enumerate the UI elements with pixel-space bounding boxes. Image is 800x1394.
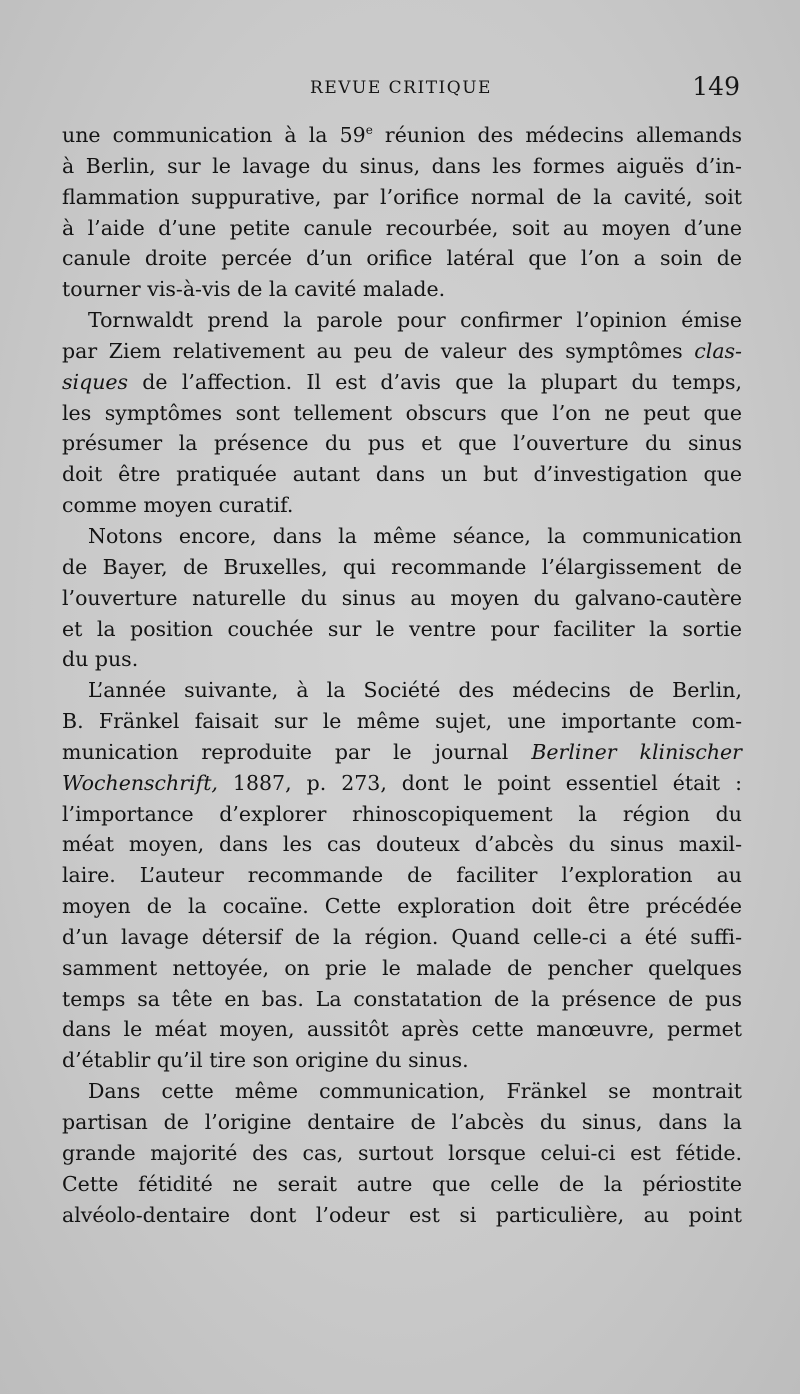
text-line bbox=[62, 768, 742, 799]
text-line bbox=[62, 428, 742, 459]
text-line bbox=[62, 737, 742, 768]
text-run: une communication à la 59 bbox=[62, 123, 366, 147]
text-line bbox=[62, 799, 742, 830]
text-line bbox=[62, 829, 742, 860]
text-line bbox=[62, 459, 742, 490]
text-line bbox=[62, 891, 742, 922]
text-line bbox=[62, 398, 742, 429]
text-run: doit être pratiquée autant dans un but d’investigation que bbox=[62, 462, 742, 487]
text-run: Tornwaldt prend la parole pour confirmer l’opinion émise bbox=[88, 308, 742, 333]
text-run: méat moyen, dans les cas douteux d’abcès du sinus maxil- bbox=[62, 832, 742, 857]
text-run: de Bayer, de Bruxelles, qui recommande l’élargissement de bbox=[62, 554, 742, 579]
text-line bbox=[62, 675, 742, 706]
text-line bbox=[62, 583, 742, 614]
text-line bbox=[62, 1200, 742, 1231]
text-run: L’année suivante, à la Société des médecins de Berlin, bbox=[88, 678, 742, 703]
text-line bbox=[62, 860, 742, 891]
text-run: d’établir qu’il tire son origine du sinus. bbox=[62, 1048, 469, 1073]
text-line bbox=[62, 552, 742, 583]
text-line bbox=[62, 706, 742, 737]
text-line bbox=[62, 1014, 742, 1045]
text-run: moyen de la cocaïne. Cette exploration doit être précédée bbox=[62, 894, 742, 919]
text-run: du pus. bbox=[62, 647, 139, 672]
text-run: dans le méat moyen, aussitôt après cette manœuvre, permet bbox=[62, 1017, 742, 1042]
body-text bbox=[62, 120, 742, 1230]
text-run: tourner vis-à-vis de la cavité malade. bbox=[62, 277, 446, 302]
text-line bbox=[62, 521, 742, 552]
text-line bbox=[62, 1045, 742, 1076]
text-run: et la position couchée sur le ventre pour faciliter la sortie bbox=[62, 616, 742, 641]
italic-text: siques bbox=[62, 369, 129, 394]
text-run: 1887, p. 273, dont le point essentiel était : bbox=[217, 770, 742, 795]
text-run: Cette fétidité ne serait autre que celle de la périostite bbox=[62, 1171, 742, 1196]
text-run: comme moyen curatif. bbox=[62, 493, 294, 518]
text-line bbox=[62, 274, 742, 305]
text-run: temps sa tête en bas. La constatation de la présence de pus bbox=[62, 986, 742, 1011]
text-line bbox=[62, 984, 742, 1015]
text-run: l’ouverture naturelle du sinus au moyen du galvano-cautère bbox=[62, 585, 742, 610]
text-line bbox=[62, 120, 742, 151]
text-run: Dans cette même communication, Fränkel se montrait bbox=[88, 1079, 742, 1104]
text-line bbox=[62, 1107, 742, 1138]
italic-text: Wochenschrift, bbox=[62, 770, 218, 795]
text-line bbox=[62, 151, 742, 182]
text-run: alvéolo-dentaire dont l’odeur est si particulière, au point bbox=[62, 1202, 742, 1227]
italic-text: clas- bbox=[694, 338, 742, 363]
text-run: d’un lavage détersif de la région. Quand celle-ci a été suffi- bbox=[62, 924, 742, 949]
italic-text: Berliner klinischer bbox=[531, 739, 742, 764]
text-run: laire. L’auteur recommande de faciliter l’exploration au bbox=[62, 863, 742, 888]
text-line bbox=[62, 243, 742, 274]
text-run: partisan de l’origine dentaire de l’abcès du sinus, dans la bbox=[62, 1110, 742, 1134]
text-run: réunion des médecins allemands bbox=[372, 123, 742, 147]
text-line bbox=[62, 644, 742, 675]
text-run: présumer la présence du pus et que l’ouverture du sinus bbox=[62, 431, 742, 456]
text-line bbox=[62, 367, 742, 398]
text-run: Notons encore, dans la même séance, la communication bbox=[88, 523, 742, 548]
text-line bbox=[62, 336, 742, 367]
page-number: 149 bbox=[692, 72, 740, 101]
text-line bbox=[62, 1076, 742, 1107]
text-line bbox=[62, 1169, 742, 1200]
text-run: flammation suppurative, par l’orifice normal de la cavité, soit bbox=[62, 184, 742, 209]
running-title: REVUE CRITIQUE bbox=[310, 78, 492, 98]
text-line bbox=[62, 213, 742, 244]
text-run: à Berlin, sur le lavage du sinus, dans les formes aiguës d’in- bbox=[62, 153, 742, 178]
text-line bbox=[62, 182, 742, 213]
text-line bbox=[62, 614, 742, 645]
text-run: par Ziem relativement au peu de valeur des symptômes bbox=[62, 338, 695, 363]
text-run: l’importance d’explorer rhinoscopiquement la région du bbox=[62, 801, 742, 826]
text-run: de l’affection. Il est d’avis que la plupart du temps, bbox=[128, 369, 742, 394]
text-run: samment nettoyée, on prie le malade de pencher quelques bbox=[62, 955, 742, 980]
superscript: e bbox=[365, 123, 373, 137]
text-run: B. Fränkel faisait sur le même sujet, une importante com- bbox=[62, 709, 742, 734]
text-run: grande majorité des cas, surtout lorsque celui-ci est fétide. bbox=[62, 1140, 742, 1165]
text-line bbox=[62, 953, 742, 984]
text-line bbox=[62, 490, 742, 521]
text-run: canule droite percée d’un orifice latéral que l’on a soin de bbox=[62, 246, 742, 271]
text-line bbox=[62, 305, 742, 336]
text-line bbox=[62, 922, 742, 953]
text-run: les symptômes sont tellement obscurs que l’on ne peut que bbox=[62, 400, 742, 425]
page-header bbox=[62, 72, 740, 106]
text-line bbox=[62, 1138, 742, 1169]
text-run: munication reproduite par le journal bbox=[62, 739, 532, 764]
text-run: à l’aide d’une petite canule recourbée, soit au moyen d’une bbox=[62, 215, 742, 240]
